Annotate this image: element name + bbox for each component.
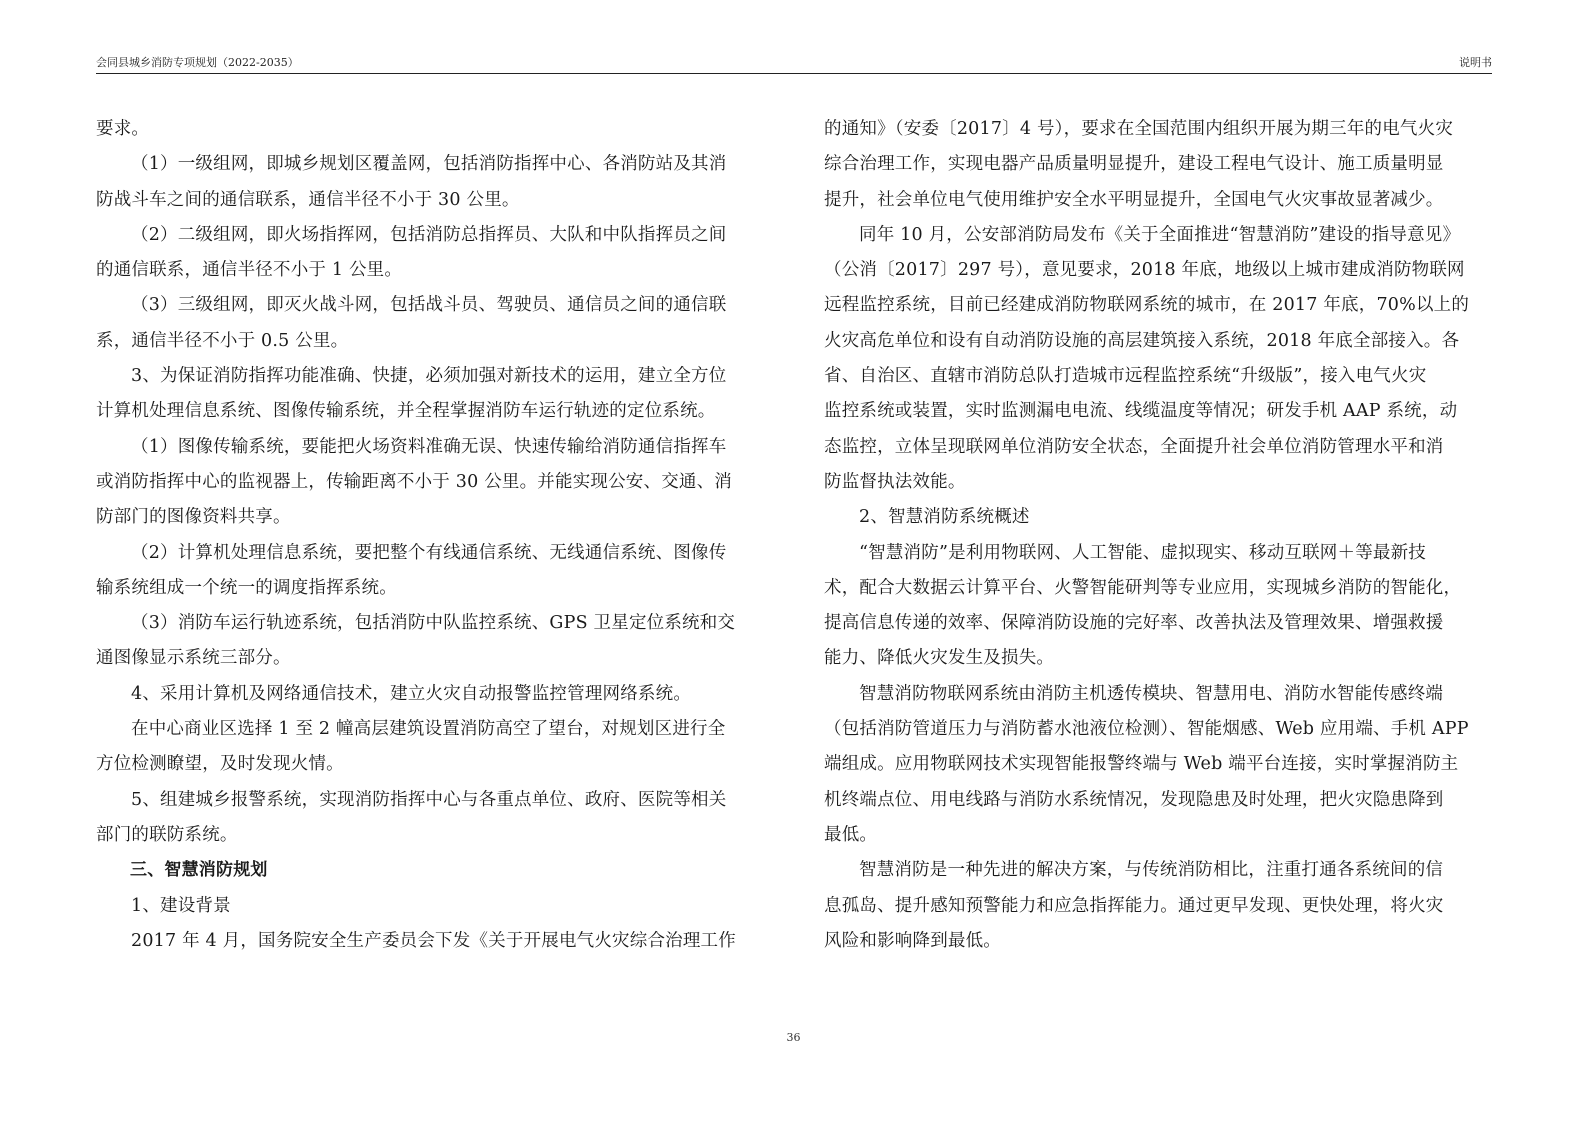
paragraph (96, 359, 758, 430)
text-line: 要求。 (96, 119, 150, 139)
paragraph (96, 889, 758, 924)
text-line: 通图像显示系统三部分。 (96, 648, 291, 669)
text-line: 省、自治区、直辖市消防总队打造城市远程监控系统“升级版”，接入电气火灾 (824, 366, 1427, 387)
text-line: 风险和影响降到最低。 (824, 930, 1001, 951)
text-line: （2）计算机处理信息系统，要把整个有线通信系统、无线通信系统、图像传 (131, 542, 727, 563)
section-heading (96, 853, 758, 888)
text-line: 2、智慧消防系统概述 (859, 507, 1030, 528)
paragraph (824, 677, 1492, 853)
text-line: 4、采用计算机及网络通信技术，建立火灾自动报警监控管理网络系统。 (131, 683, 692, 704)
paragraph (824, 853, 1492, 959)
text-line: 计算机处理信息系统、图像传输系统，并全程掌握消防车运行轨迹的定位系统。 (96, 401, 716, 422)
text-line: 提高信息传递的效率、保障消防设施的完好率、改善执法及管理效果、增强救援 (824, 613, 1444, 634)
page-header (96, 56, 1492, 72)
text-line: 息孤岛、提升感知预警能力和应急指挥能力。通过更早发现、更快处理，将火灾 (824, 895, 1444, 916)
text-line: 智慧消防是一种先进的解决方案，与传统消防相比，注重打通各系统间的信 (859, 860, 1444, 881)
paragraph (96, 536, 758, 607)
right-text-column (824, 112, 1492, 959)
text-line: （3）消防车运行轨迹系统，包括消防中队监控系统、GPS 卫星定位系统和交 (131, 613, 736, 634)
text-line: （包括消防管道压力与消防蓄水池液位检测）、智能烟感、Web 应用端、手机 APP (824, 719, 1469, 740)
text-line: （2）二级组网，即火场指挥网，包括消防总指挥员、大队和中队指挥员之间 (131, 224, 727, 245)
paragraph (96, 112, 758, 147)
text-line: 2017 年 4 月，国务院安全生产委员会下发《关于开展电气火灾综合治理工作 (131, 930, 736, 951)
text-line: 智慧消防物联网系统由消防主机透传模块、智慧用电、消防水智能传感终端 (859, 683, 1444, 704)
paragraph (824, 500, 1492, 535)
paragraph (96, 783, 758, 854)
text-line: 火灾高危单位和设有自动消防设施的高层建筑接入系统，2018 年底全部接入。各 (824, 330, 1460, 351)
paragraph (96, 430, 758, 536)
text-line: 的通信联系，通信半径不小于 1 公里。 (96, 260, 403, 281)
text-line: 远程监控系统，目前已经建成消防物联网系统的城市，在 2017 年底，70%以上的 (824, 295, 1470, 316)
text-line: （3）三级组网，即灭火战斗网，包括战斗员、驾驶员、通信员之间的通信联 (131, 295, 727, 316)
document-title: 会同县城乡消防专项规划（2022-2035） (96, 56, 299, 69)
page-number: 36 (786, 1031, 801, 1044)
text-line: 或消防指挥中心的监视器上，传输距离不小于 30 公里。并能实现公安、交通、消 (96, 471, 732, 492)
text-line: 能力、降低火灾发生及损失。 (824, 648, 1055, 669)
text-line: 态监控，立体呈现联网单位消防安全状态，全面提升社会单位消防管理水平和消 (824, 436, 1444, 457)
text-line: 同年 10 月，公安部消防局发布《关于全面推进“智慧消防”建设的指导意见》 (859, 224, 1461, 245)
text-line: 系，通信半径不小于 0.5 公里。 (96, 330, 349, 351)
text-line: 的通知》（安委〔2017〕4 号），要求在全国范围内组织开展为期三年的电气火灾 (824, 119, 1454, 139)
text-line: 防监督执法效能。 (824, 471, 966, 492)
text-line: 综合治理工作，实现电器产品质量明显提升，建设工程电气设计、施工质量明显 (824, 154, 1444, 175)
paragraph (96, 147, 758, 218)
header-divider (96, 73, 1492, 74)
text-line: 术，配合大数据云计算平台、火警智能研判等专业应用，实现城乡消防的智能化， (824, 577, 1462, 598)
paragraph (96, 677, 758, 712)
text-line: 三、智慧消防规划 (130, 860, 268, 881)
paragraph (96, 606, 758, 677)
text-line: 防战斗车之间的通信联系，通信半径不小于 30 公里。 (96, 189, 520, 210)
paragraph (824, 536, 1492, 677)
paragraph (96, 218, 758, 289)
text-line: “智慧消防”是利用物联网、人工智能、虚拟现实、移动互联网＋等最新技 (859, 542, 1426, 563)
paragraph (96, 924, 758, 959)
paragraph (824, 218, 1492, 500)
left-text-column (96, 112, 758, 959)
text-line: 1、建设背景 (131, 895, 231, 916)
text-line: 端组成。应用物联网技术实现智能报警终端与 Web 端平台连接，实时掌握消防主 (824, 754, 1459, 775)
text-line: 5、组建城乡报警系统，实现消防指挥中心与各重点单位、政府、医院等相关 (131, 789, 727, 810)
text-line: 最低。 (824, 824, 878, 845)
text-line: 防部门的图像资料共享。 (96, 507, 291, 528)
text-line: （1）图像传输系统，要能把火场资料准确无误、快速传输给消防通信指挥车 (131, 436, 727, 457)
text-line: （公消〔2017〕297 号），意见要求，2018 年底，地级以上城市建成消防物联网 (824, 260, 1465, 281)
text-line: 输系统组成一个统一的调度指挥系统。 (96, 577, 397, 598)
paragraph (96, 712, 758, 783)
text-line: 部门的联防系统。 (96, 824, 238, 845)
paragraph (96, 288, 758, 359)
paragraph (824, 112, 1492, 218)
text-line: 机终端点位、用电线路与消防水系统情况，发现隐患及时处理，把火灾隐患降到 (824, 789, 1444, 810)
document-type: 说明书 (1459, 56, 1492, 69)
text-line: 在中心商业区选择 1 至 2 幢高层建筑设置消防高空了望台，对规划区进行全 (131, 719, 726, 740)
text-line: 方位检测瞭望，及时发现火情。 (96, 754, 344, 775)
text-line: 监控系统或装置，实时监测漏电电流、线缆温度等情况；研发手机 AAP 系统，动 (824, 401, 1458, 422)
text-line: （1）一级组网，即城乡规划区覆盖网，包括消防指挥中心、各消防站及其消 (131, 154, 727, 175)
text-line: 3、为保证消防指挥功能准确、快捷，必须加强对新技术的运用，建立全方位 (131, 366, 727, 387)
text-line: 提升，社会单位电气使用维护安全水平明显提升，全国电气火灾事故显著减少。 (824, 189, 1444, 210)
